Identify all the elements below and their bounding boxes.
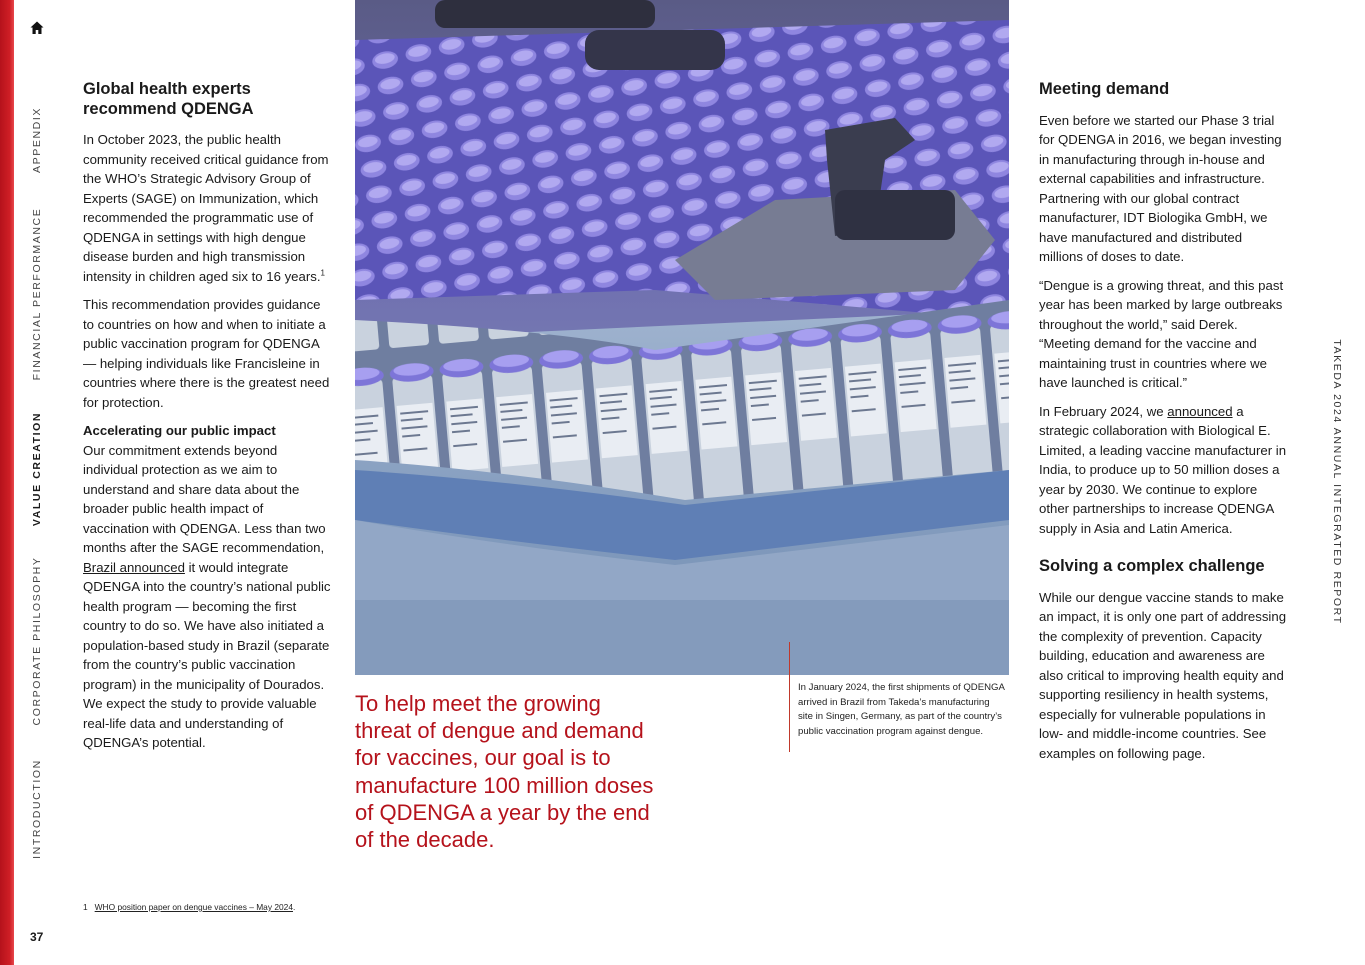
right-column [1039,80,1287,772]
nav-appendix[interactable]: APPENDIX [31,107,43,173]
section-heading-global-health: Global health experts recommend QDENGA [83,80,254,118]
who-position-paper-link[interactable]: WHO position paper on dengue vaccines – May 2024 [94,902,293,912]
photo-caption: In January 2024, the first shipments of QDENGA arrived in Brazil from Takeda’s manufacturing site in Singen, Germany, as part of the country’s public vaccination program against dengue. [798,682,1005,737]
paragraph: While our dengue vaccine stands to make an impact, it is only one part of addressing the complexity of prevention. Capacity building, education and awareness are also critical to improving health equity and supporting resiliency in health systems, especially for vulnerable populations in low- and middle-income countries. See examples on following page. [1039,589,1287,761]
section-heading-complex-challenge: Solving a complex challenge [1039,557,1265,575]
paragraph: “Dengue is a growing threat, and this past year has been marked by large outbreaks throughout the world,” said Derek. “Meeting demand for the vaccine and maintaining trust in countries where we have launched is critical.” [1039,277,1284,390]
paragraph-text: it would integrate QDENGA into the country’s national public health program — becoming the first country to do so. We have also initiated a population-based study in Brazil (separate from the country’s public vaccination program) in the municipality of Dourados. We expect the study to provide valuable real-life data and understanding of QDENGA’s potential. [83,559,331,750]
brazil-announced-link[interactable]: Brazil announced [83,559,185,575]
page-number: 37 [30,930,44,944]
paragraph-text: Our commitment extends beyond individual protection as we aim to understand and share data about the broader public health impact of vaccination with QDENGA. Less than two months after the SAGE recommendation, [83,442,326,555]
footnote-reference[interactable]: 1 [320,268,325,278]
home-icon[interactable] [29,20,45,36]
red-side-bar [0,0,14,965]
footnote-suffix: . [292,902,296,912]
footnote [83,902,295,912]
paragraph [1039,402,1287,539]
paragraph [83,130,331,286]
announced-link[interactable]: announced [1167,403,1233,419]
nav-financial-performance[interactable]: FINANCIAL PERFORMANCE [31,207,43,381]
nav-value-creation[interactable]: VALUE CREATION [31,411,43,527]
footnote-number: 1 [83,902,88,912]
paragraph-text: In February 2024, we [1039,403,1168,419]
nav-introduction[interactable]: INTRODUCTION [31,759,43,859]
left-column [83,80,331,762]
pull-quote: To help meet the growing threat of dengue and demand for vaccines, our goal is to manufacture 100 million doses of QDENGA a year by the end of the decade. [355,691,654,853]
section-heading-meeting-demand: Meeting demand [1039,80,1170,98]
report-title: TAKEDA 2024 ANNUAL INTEGRATED REPORT [1331,339,1343,625]
paragraph-text: a strategic collaboration with Biological E. Limited, a leading vaccine manufacturer in India, to produce up to 50 million doses a year by 2030. We continue to explore other partnerships to increase QDENGA supply in Asia and Latin America. [1039,403,1287,536]
paragraph: Even before we started our Phase 3 trial for QDENGA in 2016, we began investing in manufacturing through in-house and external capabilities and infrastructure. Partnering with our global contract manufacturer, IDT Biologika GmbH, we have manufactured and distributed millions of doses to date. [1039,112,1282,264]
paragraph: This recommendation provides guidance to countries on how and when to initiate a public vaccination program for QDENGA — helping individuals like Francisleine in countries where there is the greatest need for protection. [83,297,330,410]
paragraph-text: In October 2023, the public health community received critical guidance from the WHO’s Strategic Advisory Group of Experts (SAGE) on Immunization, which recommended the programmatic use of QDENGA in settings with high dengue disease burden and high transmission intensity in children aged six to 16 years. [83,132,329,284]
paragraph [83,441,331,753]
subheading-accelerating: Accelerating our public impact [83,423,276,438]
nav-corporate-philosophy[interactable]: CORPORATE PHILOSOPHY [31,556,43,726]
vaccine-vials-photo [355,0,1009,675]
caption-divider [789,642,790,752]
